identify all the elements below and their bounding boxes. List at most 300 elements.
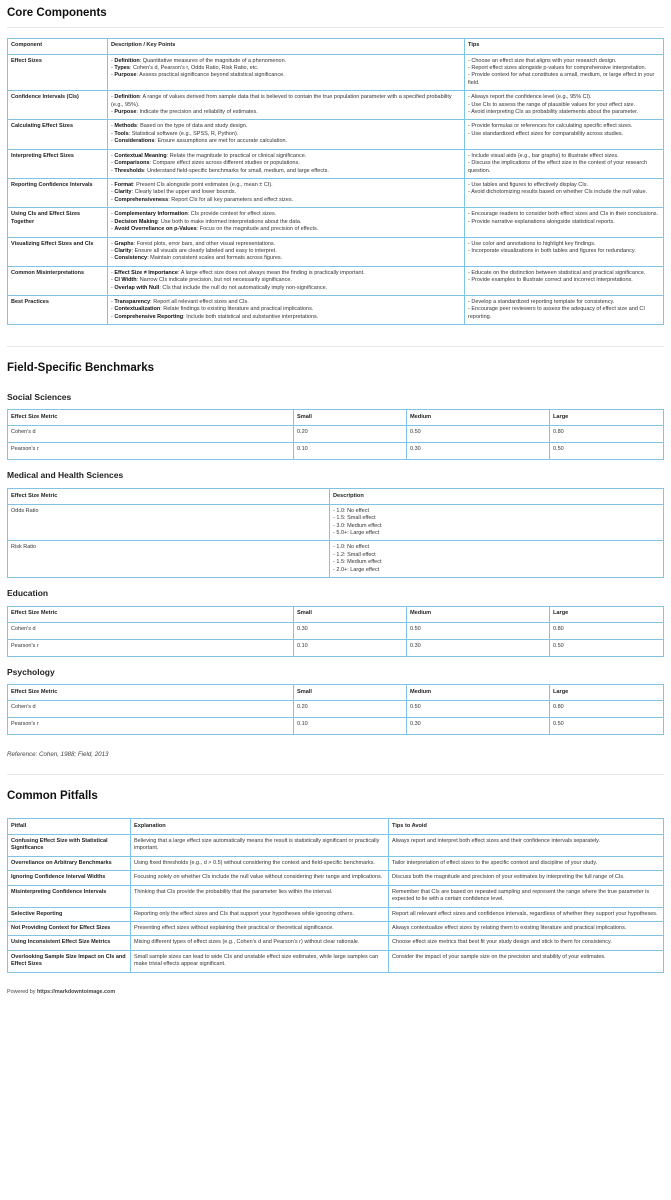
metric-name: Odds Ratio [8, 504, 330, 541]
bullet-dash: - [468, 72, 472, 79]
table-header-row [8, 818, 664, 834]
explanation-cell: Reporting only the effect sizes and CIs that support your hypotheses while ignoring others. [131, 907, 389, 921]
component-name: Reporting Confidence Intervals [8, 179, 108, 208]
bullet-text: 3.0: Medium effect [336, 522, 382, 529]
key-point-label: Complementary Information [114, 211, 188, 218]
bullet-dash: - [468, 130, 472, 137]
key-point-item [111, 255, 461, 262]
component-name: Confidence Intervals (CIs) [8, 91, 108, 120]
table-row [8, 885, 664, 907]
table-header-row [8, 685, 664, 701]
component-name: Visualizing Effect Sizes and CIs [8, 237, 108, 266]
bullet-text: Use CIs to assess the range of plausible values for your effect size. [471, 101, 636, 108]
bullet-text: Ensure assumptions are met for accurate calculation. [157, 138, 288, 145]
explanation-cell: Thinking that CIs provide the probability that the parameter lies within the interval. [131, 885, 389, 907]
tip-item [468, 131, 660, 138]
key-point-label: Purpose [114, 109, 137, 116]
table-row [8, 639, 664, 656]
bullet-text: Choose an effect size that aligns with your research design. [471, 57, 617, 64]
tips-cell [465, 266, 664, 295]
component-name: Effect Sizes [8, 54, 108, 91]
key-point-item [111, 277, 461, 284]
key-point-label: Methods [114, 123, 137, 130]
tip-item [468, 248, 660, 255]
bullet-dash: - [111, 72, 115, 79]
bullet-text: Quantitative measures of the magnitude of a phenomenon. [142, 57, 287, 64]
medical-table [7, 488, 664, 578]
table-header-row [8, 410, 664, 426]
table-row [8, 622, 664, 639]
column-header: Effect Size Metric [8, 410, 294, 426]
bullet-text: Encourage readers to consider both effect sizes and CIs in their conclusions. [471, 211, 659, 218]
tips-cell: Discuss both the magnitude and precision of your estimates by interpreting the full range of CIs. [389, 871, 664, 885]
table-cell: 0.30 [407, 718, 550, 735]
table-row [8, 718, 664, 735]
key-point-label: CI Width [114, 277, 137, 284]
table-cell: Cohen's d [8, 426, 294, 443]
table-row [8, 149, 664, 178]
column-header: Small [294, 606, 407, 622]
bullet-dash: - [333, 530, 337, 537]
key-point-item [111, 160, 461, 167]
description-cell [330, 541, 664, 578]
bullet-text: 2.0+: Large effect [336, 566, 380, 573]
table-cell: 0.80 [550, 701, 664, 718]
bullet-dash: - [333, 566, 337, 573]
bullet-text: 1.0: No effect [336, 507, 369, 514]
key-point-item [111, 72, 461, 79]
key-point-label: Consistency [114, 255, 148, 262]
footer-prefix: Powered by [7, 988, 36, 995]
bullet-text: Clearly label the upper and lower bounds. [134, 189, 237, 196]
bullet-text: Report CIs for all key parameters and effect sizes. [171, 196, 294, 203]
bullet-dash: - [111, 255, 115, 262]
column-header: Medium [407, 606, 550, 622]
table-cell: 0.50 [407, 426, 550, 443]
pitfall-name: Confusing Effect Size with Statistical Significance [8, 834, 131, 856]
key-point-item [111, 306, 461, 313]
table-cell: Pearson's r [8, 639, 294, 656]
social-sciences-heading: Social Sciences [7, 391, 72, 402]
bullet-dash: - [468, 247, 472, 254]
bullet-text: Use color and annotations to highlight key findings. [471, 240, 596, 247]
education-table [7, 606, 664, 657]
table-header-row [8, 606, 664, 622]
bullet-dash: - [468, 94, 472, 101]
pitfall-name: Ignoring Confidence Interval Widths [8, 871, 131, 885]
bullet-dash: - [333, 551, 337, 558]
bullet-text: Provide narrative explanations alongside statistical reports. [471, 218, 615, 225]
key-point-item [111, 131, 461, 138]
column-header: Medium [407, 410, 550, 426]
tips-cell: Always report and interpret both effect sizes and their confidence intervals separately. [389, 834, 664, 856]
column-header: Description / Key Points [108, 38, 465, 54]
description-item [333, 530, 660, 537]
key-point-label: Overlap with Null [114, 284, 160, 291]
key-points-cell [108, 149, 465, 178]
tips-cell: Report all relevant effect sizes and confidence intervals, regardless of whether they support your hypotheses. [389, 907, 664, 921]
key-point-item [111, 65, 461, 72]
social-sciences-table [7, 409, 664, 460]
table-header-row [8, 38, 664, 54]
key-point-item [111, 109, 461, 116]
key-point-colon: : [136, 109, 140, 116]
table-row [8, 426, 664, 443]
core-components-body [8, 54, 664, 325]
bullet-dash: - [468, 218, 472, 225]
pitfalls-body [8, 834, 664, 972]
key-point-label: Types [114, 64, 130, 71]
social-sciences-body [8, 426, 664, 460]
table-cell: 0.10 [294, 443, 407, 460]
bullet-text: Maintain consistent scales and formats across figures. [150, 255, 283, 262]
key-point-colon: : [129, 64, 133, 71]
key-point-item [111, 241, 461, 248]
bullet-text: Include both statistical and substantive interpretations. [186, 313, 319, 320]
table-row [8, 296, 664, 325]
key-point-item [111, 270, 461, 277]
bullet-text: CIs provide context for effect sizes. [190, 211, 277, 218]
key-point-colon: : [166, 152, 170, 159]
tips-cell [465, 91, 664, 120]
table-cell: 0.30 [407, 639, 550, 656]
key-point-colon: : [139, 94, 143, 101]
tip-item [468, 211, 660, 218]
key-point-item [111, 248, 461, 255]
tips-cell: Consider the impact of your sample size on the precision and stability of your estimates. [389, 950, 664, 972]
tips-cell [465, 54, 664, 91]
bullet-dash: - [333, 515, 337, 522]
bullet-text: Relate findings to existing literature and practical implications. [163, 306, 314, 313]
table-cell: 0.50 [550, 639, 664, 656]
key-point-item [111, 58, 461, 65]
bullet-dash: - [468, 160, 472, 167]
bullet-text: Educate on the distinction between statistical and practical significance. [471, 269, 646, 276]
tip-item [468, 58, 660, 65]
key-point-item [111, 197, 461, 204]
table-row [8, 237, 664, 266]
tip-item [468, 189, 660, 196]
metric-name: Risk Ratio [8, 541, 330, 578]
bullet-dash: - [111, 57, 115, 64]
bullet-text: Provide context for what constitutes a small, medium, or large effect in your field. [468, 72, 655, 86]
key-points-cell [108, 266, 465, 295]
tips-cell [465, 208, 664, 237]
key-point-item [111, 123, 461, 130]
bullet-dash: - [111, 167, 115, 174]
key-point-label: Tools [114, 130, 129, 137]
bullet-dash: - [111, 240, 115, 247]
column-header: Small [294, 410, 407, 426]
bullet-dash: - [333, 559, 337, 566]
component-name: Best Practices [8, 296, 108, 325]
key-point-label: Transparency [114, 299, 151, 306]
bullet-text: Relate the magnitude to practical or clinical significance. [169, 152, 307, 159]
key-point-item [111, 153, 461, 160]
key-point-item [111, 219, 461, 226]
bullet-text: 1.2: Small effect [336, 551, 376, 558]
pitfalls-heading: Common Pitfalls [7, 790, 98, 803]
key-points-cell [108, 54, 465, 91]
key-points-cell [108, 208, 465, 237]
table-cell: 0.50 [407, 622, 550, 639]
bullet-text: A range of values derived from sample data that is believed to contain the true population parameter with a specified probability (e.g., 95%). [111, 94, 452, 108]
key-point-label: Clarity [114, 189, 132, 196]
key-point-colon: : [183, 313, 187, 320]
table-cell: Cohen's d [8, 622, 294, 639]
table-row [8, 91, 664, 120]
core-components-heading: Core Components [7, 6, 664, 28]
key-point-colon: : [131, 247, 135, 254]
tip-item [468, 72, 660, 87]
section-divider [7, 759, 664, 775]
education-body [8, 622, 664, 656]
medical-body [8, 504, 664, 577]
key-point-colon: : [177, 269, 181, 276]
bullet-text: Provide examples to illustrate correct and incorrect interpretations. [471, 277, 633, 284]
tip-item [468, 241, 660, 248]
bullet-text: Statistical software (e.g., SPSS, R, Python). [131, 130, 239, 137]
bullet-text: Include visual aids (e.g., bar graphs) to illustrate effect sizes. [471, 152, 619, 159]
key-point-colon: : [136, 72, 140, 79]
bullet-text: Forest plots, error bars, and other visual representations. [136, 240, 276, 247]
key-point-colon: : [154, 138, 158, 145]
bullet-dash: - [468, 240, 472, 247]
bullet-text: Discuss the implications of the effect size in the context of your research question. [468, 160, 648, 174]
pitfall-name: Using Inconsistent Effect Size Metrics [8, 936, 131, 950]
key-point-item [111, 182, 461, 189]
bullet-dash: - [468, 182, 472, 188]
description-item [333, 567, 660, 574]
bullet-dash: - [333, 544, 337, 551]
key-point-item [111, 285, 461, 292]
key-point-item [111, 189, 461, 196]
tip-item [468, 65, 660, 72]
key-points-cell [108, 237, 465, 266]
section-divider [7, 325, 664, 347]
column-header: Medium [407, 685, 550, 701]
key-point-colon: : [160, 306, 164, 313]
bullet-text: Use both to make informed interpretations about the data. [160, 218, 302, 225]
table-row [8, 54, 664, 91]
key-point-label: Format [114, 182, 134, 188]
table-cell: Pearson's r [8, 718, 294, 735]
bullet-text: 1.5: Medium effect [336, 559, 382, 566]
bullet-text: Based on the type of data and study design. [140, 123, 248, 130]
bullet-text: Cohen's d, Pearson's r, Odds Ratio, Risk Ratio, etc. [132, 64, 259, 71]
bullet-dash: - [111, 211, 115, 218]
bullet-text: A large effect size does not always mean the finding is practically important. [180, 269, 365, 276]
table-row [8, 936, 664, 950]
bullet-text: Avoid dichotomizing results based on whether CIs include the null value. [471, 189, 648, 196]
table-row [8, 504, 664, 541]
table-row [8, 443, 664, 460]
bullet-dash: - [468, 123, 472, 130]
key-point-label: Comprehensiveness [114, 196, 169, 203]
table-row [8, 179, 664, 208]
key-point-item [111, 168, 461, 175]
bullet-dash: - [111, 299, 115, 306]
tips-cell: Remember that CIs are based on repeated sampling and represent the range where the true parameter is expected to lie with a certain confidence level. [389, 885, 664, 907]
bullet-dash: - [468, 189, 472, 196]
description-item [333, 508, 660, 515]
description-item [333, 523, 660, 530]
key-point-colon: : [159, 284, 163, 291]
table-cell: Cohen's d [8, 701, 294, 718]
tip-item [468, 299, 660, 306]
tip-item [468, 277, 660, 284]
key-point-label: Graphs [114, 240, 134, 247]
table-row [8, 701, 664, 718]
key-point-item [111, 94, 461, 109]
key-point-colon: : [149, 160, 153, 167]
column-header: Effect Size Metric [8, 488, 330, 504]
bullet-dash: - [468, 277, 472, 284]
key-point-item [111, 138, 461, 145]
description-cell [330, 504, 664, 541]
tip-item [468, 219, 660, 226]
bullet-dash: - [111, 182, 115, 188]
tip-item [468, 102, 660, 109]
key-point-colon: : [139, 57, 143, 64]
pitfalls-table [7, 818, 664, 973]
pitfall-name: Selective Reporting [8, 907, 131, 921]
bullet-dash: - [468, 57, 472, 64]
component-name: Calculating Effect Sizes [8, 120, 108, 149]
key-point-colon: : [137, 123, 141, 130]
tip-item [468, 153, 660, 160]
bullet-dash: - [111, 269, 115, 276]
tips-cell [465, 149, 664, 178]
bullet-dash: - [111, 160, 115, 167]
bullet-text: 5.0+: Large effect [336, 530, 380, 537]
key-point-label: Considerations [114, 138, 155, 145]
table-cell: 0.80 [550, 622, 664, 639]
bullet-dash: - [111, 306, 115, 313]
tips-cell: Tailor interpretation of effect sizes to the specific context and discipline of your study. [389, 856, 664, 870]
explanation-cell: Focusing solely on whether CIs include the null value without considering their range and implications. [131, 871, 389, 885]
bullet-dash: - [468, 64, 472, 71]
bullet-text: Understand field-specific benchmarks for small, medium, and large effects. [147, 167, 329, 174]
key-points-cell [108, 120, 465, 149]
table-cell: 0.10 [294, 639, 407, 656]
bullet-text: Avoid interpreting CIs as probability statements about the parameter. [471, 109, 639, 116]
tips-cell: Always contextualize effect sizes by relating them to existing literature and practical implications. [389, 921, 664, 935]
column-header: Explanation [131, 818, 389, 834]
description-item [333, 544, 660, 551]
bullet-dash: - [111, 313, 115, 320]
key-point-label: Clarity [114, 247, 132, 254]
bullet-dash: - [111, 109, 115, 116]
benchmarks-heading: Field-Specific Benchmarks [7, 362, 154, 375]
table-cell: 0.30 [407, 443, 550, 460]
table-cell: 0.50 [550, 443, 664, 460]
table-cell: 0.20 [294, 426, 407, 443]
table-row [8, 921, 664, 935]
table-row [8, 856, 664, 870]
footer [7, 989, 664, 996]
key-point-item [111, 226, 461, 233]
bullet-text: 1.0: No effect [336, 544, 369, 551]
key-point-item [111, 314, 461, 321]
column-header: Large [550, 410, 664, 426]
bullet-dash: - [111, 277, 115, 284]
bullet-text: Always report the confidence level (e.g., 95% CI). [471, 94, 592, 101]
key-point-colon: : [187, 211, 191, 218]
bullet-text: Indicate the precision and reliability of estimates. [139, 109, 258, 116]
table-row [8, 907, 664, 921]
component-name: Using CIs and Effect Sizes Together [8, 208, 108, 237]
column-header: Large [550, 685, 664, 701]
table-row [8, 834, 664, 856]
explanation-cell: Mixing different types of effect sizes (e.g., Cohen's d and Pearson's r) without clear rationale. [131, 936, 389, 950]
key-point-label: Contextualization [114, 306, 161, 313]
psychology-table [7, 684, 664, 735]
key-point-item [111, 299, 461, 306]
key-point-label: Effect Size ≠ Importance [114, 269, 178, 276]
key-point-label: Contextual Meaning [114, 152, 167, 159]
reference-note: Reference: Cohen, 1988; Field, 2013 [7, 751, 109, 759]
key-point-colon: : [168, 196, 172, 203]
tip-item [468, 109, 660, 116]
bullet-dash: - [111, 94, 115, 101]
key-point-label: Comprehensive Reporting [114, 313, 184, 320]
column-header: Effect Size Metric [8, 606, 294, 622]
column-header: Tips [465, 38, 664, 54]
table-row [8, 266, 664, 295]
bullet-dash: - [111, 138, 115, 145]
tip-item [468, 94, 660, 101]
description-item [333, 559, 660, 566]
tips-cell [465, 120, 664, 149]
column-header: Effect Size Metric [8, 685, 294, 701]
pitfall-name: Overlooking Sample Size Impact on CIs and Effect Sizes [8, 950, 131, 972]
table-row [8, 950, 664, 972]
bullet-dash: - [111, 247, 115, 254]
key-point-label: Definition [114, 94, 140, 101]
component-name: Interpreting Effect Sizes [8, 149, 108, 178]
key-point-label: Purpose [114, 72, 137, 79]
bullet-text: Report all relevant effect sizes and CIs. [153, 299, 249, 306]
key-point-item [111, 211, 461, 218]
tip-item [468, 270, 660, 277]
bullet-dash: - [468, 299, 472, 306]
key-point-label: Comparisons [114, 160, 150, 167]
table-cell: 0.50 [407, 701, 550, 718]
key-point-colon: : [150, 299, 154, 306]
bullet-text: Use tables and figures to effectively display CIs. [471, 182, 589, 188]
key-point-colon: : [147, 255, 151, 262]
bullet-text: 1.5: Small effect [336, 515, 376, 522]
tip-item [468, 160, 660, 175]
key-point-label: Definition [114, 57, 140, 64]
table-row [8, 120, 664, 149]
bullet-dash: - [111, 196, 115, 203]
footer-link[interactable]: https://markdowntoimage.com [36, 988, 116, 995]
key-points-cell [108, 296, 465, 325]
table-cell: 0.30 [294, 622, 407, 639]
explanation-cell: Presenting effect sizes without explaining their practical or theoretical significance. [131, 921, 389, 935]
table-header-row [8, 488, 664, 504]
tips-cell [465, 296, 664, 325]
column-header: Pitfall [8, 818, 131, 834]
column-header: Description [330, 488, 664, 504]
key-point-colon: : [131, 189, 135, 196]
tips-cell: Choose effect size metrics that best fit your study design and stick to them for consistency. [389, 936, 664, 950]
bullet-dash: - [111, 123, 115, 130]
bullet-dash: - [468, 152, 472, 159]
bullet-text: Narrow CIs indicate precision, but not necessarily significance. [139, 277, 292, 284]
